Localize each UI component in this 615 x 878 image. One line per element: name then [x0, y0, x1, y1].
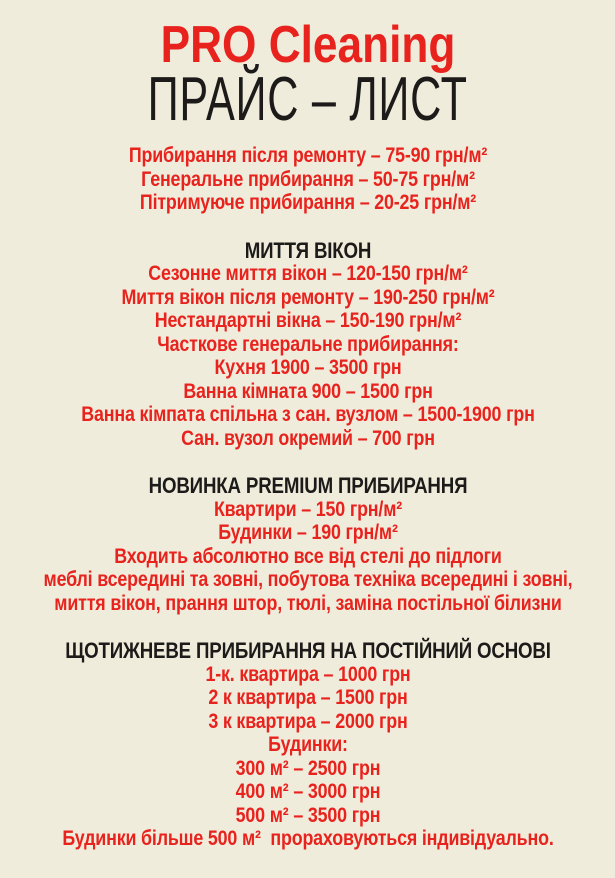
section-premium-cleaning [0, 474, 615, 615]
section-window-washing [0, 239, 615, 451]
price-line: миття вікон, прання штор, тюлі, заміна постільної білизни [54, 591, 562, 615]
section-weekly-cleaning [0, 639, 615, 851]
price-line: Сезонне миття вікон – 120-150 грн/м² [148, 262, 468, 285]
price-line: Сан. вузол окремий – 700 грн [181, 426, 435, 450]
price-line: 1-к. квартира – 1000 грн [205, 662, 411, 686]
section-heading: МИТТЯ ВІКОН [244, 237, 372, 263]
price-line: Прибирання після ремонту – 75-90 грн/м² [128, 144, 488, 167]
price-line: 400 м² – 3000 грн [235, 780, 381, 803]
price-line: Будинки – 190 грн/м² [218, 521, 398, 544]
price-line: Будинки більше 500 м² прораховуються індивідуально. [62, 827, 554, 850]
price-line: Генеральне прибирання – 50-75 грн/м² [141, 167, 475, 191]
price-line: меблі всередині та зовні, побутова техніка всередині і зовні, [43, 568, 573, 591]
price-line: Пітримуюче прибирання – 20-25 грн/м² [139, 191, 477, 214]
intro-price-list [0, 144, 615, 215]
page-title-text: ПРАЙС – ЛИСТ [147, 65, 469, 134]
section-heading: НОВИНКА PREMIUM ПРИБИРАННЯ [148, 473, 468, 498]
section-heading: ЩОТИЖНЕВЕ ПРИБИРАННЯ НА ПОСТІЙНИЙ ОСНОВІ [65, 638, 551, 663]
price-line: Ванна кімпата спільна з сан. вузлом – 1500-1900 грн [81, 403, 535, 426]
price-line: 3 к квартира – 2000 грн [208, 709, 408, 733]
price-line: Кухня 1900 – 3500 грн [214, 356, 402, 379]
price-line: Ванна кімната 900 – 1500 грн [183, 379, 433, 403]
price-line: 500 м² – 3500 грн [235, 803, 381, 827]
brand-title: PRO Cleaning [160, 16, 456, 74]
price-line: Миття вікон після ремонту – 190-250 грн/м² [121, 285, 495, 309]
page-title [0, 65, 615, 134]
price-line: Часткове генеральне прибирання: [157, 332, 459, 356]
price-line: 2 к квартира – 1500 грн [208, 686, 408, 709]
price-line: Будинки: [268, 733, 348, 756]
price-line: Квартири – 150 грн/м² [213, 497, 403, 521]
price-line: Нестандартні вікна – 150-190 грн/м² [154, 309, 462, 332]
price-line: 300 м² – 2500 грн [235, 756, 381, 780]
price-line: Входить абсолютно все від стелі до підлоги [114, 544, 502, 568]
